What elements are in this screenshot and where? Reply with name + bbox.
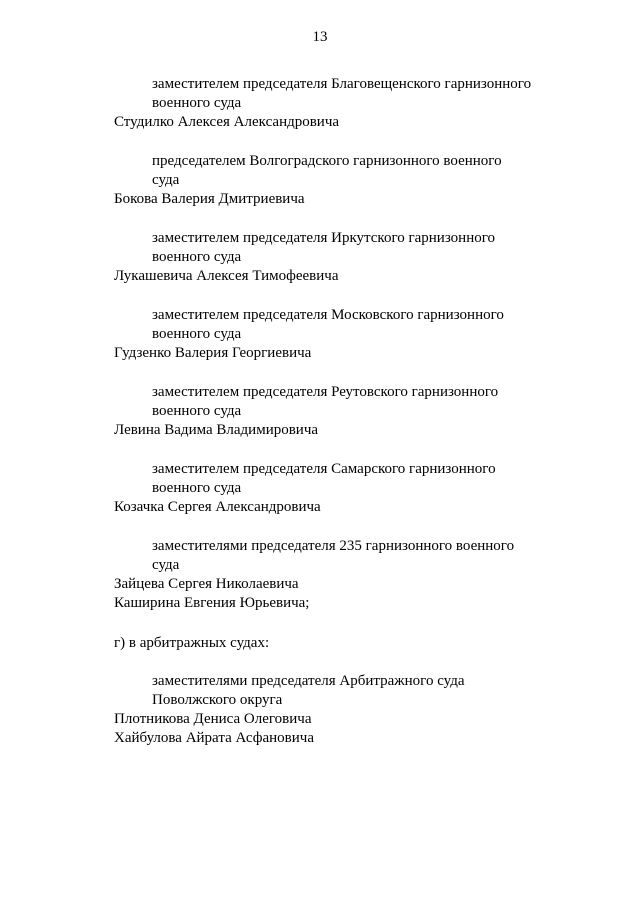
appointment-entry [0, 383, 640, 440]
position-line: военного суда [152, 326, 242, 342]
appointment-entry [0, 306, 640, 363]
position-line: военного суда [152, 95, 242, 111]
position-line: председателем Волгоградского гарнизонного военного [152, 153, 502, 169]
page-number: 13 [312, 29, 328, 45]
appointment-entry [0, 152, 640, 209]
person-name: Гудзенко Валерия Георгиевича [114, 345, 312, 361]
person-name: Лукашевича Алексея Тимофеевича [114, 268, 339, 284]
position-line: Поволжского округа [152, 692, 283, 708]
position-line: заместителем председателя Московского гарнизонного [152, 307, 504, 323]
person-name: Левина Вадима Владимировича [114, 422, 319, 438]
person-name: Хайбулова Айрата Асфановича [114, 730, 314, 746]
position-line: заместителем председателя Реутовского гарнизонного [152, 384, 499, 400]
position-line: заместителями председателя Арбитражного суда [152, 673, 465, 689]
position-line: суда [152, 557, 180, 573]
person-name: Каширина Евгения Юрьевича; [114, 595, 310, 611]
position-line: военного суда [152, 249, 242, 265]
position-line: заместителем председателя Иркутского гарнизонного [152, 230, 496, 246]
position-line: военного суда [152, 403, 242, 419]
person-name: Бокова Валерия Дмитриевича [114, 191, 305, 207]
appointment-entry [0, 75, 640, 132]
appointment-entry [0, 460, 640, 517]
person-name: Козачка Сергея Александровича [114, 499, 321, 515]
person-name: Плотникова Дениса Олеговича [114, 711, 312, 727]
person-name: Студилко Алексея Александровича [114, 114, 340, 130]
position-line: военного суда [152, 480, 242, 496]
appointment-entry [0, 672, 640, 748]
person-name: Зайцева Сергея Николаевича [114, 576, 299, 592]
position-line: заместителем председателя Самарского гарнизонного [152, 461, 496, 477]
position-line: суда [152, 172, 180, 188]
appointment-entry [0, 229, 640, 286]
appointment-entry [0, 537, 640, 613]
section-heading: г) в арбитражных судах: [114, 635, 270, 651]
position-line: заместителем председателя Благовещенского гарнизонного [152, 76, 532, 92]
position-line: заместителями председателя 235 гарнизонного военного [152, 538, 515, 554]
